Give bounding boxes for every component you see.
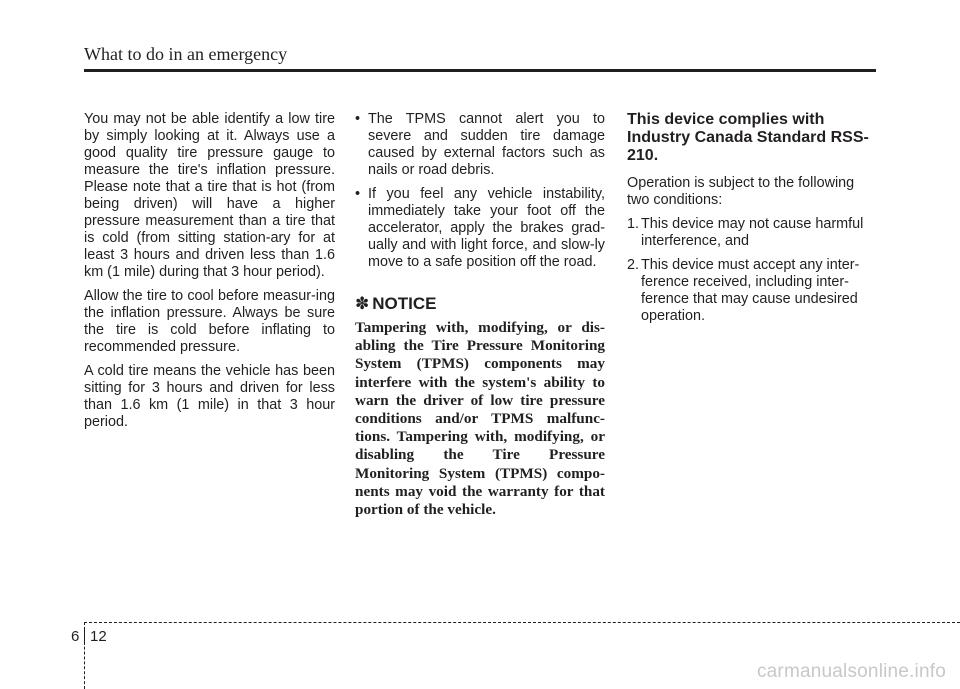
notice-star-icon: ✽ bbox=[355, 294, 370, 313]
paragraph: A cold tire means the vehicle has been sitting for 3 hours and driven for less than 1.6 km (1 mile) in that 3 hour period. bbox=[84, 363, 335, 430]
column-1 bbox=[84, 111, 335, 438]
bullet-icon: • bbox=[355, 111, 361, 127]
paragraph: Allow the tire to cool before measur-ing the inflation pressure. Always be sure the tire is cold before inflating to recommended pressure. bbox=[84, 288, 335, 355]
page-number: 12 bbox=[90, 628, 107, 645]
condition-number: 1. bbox=[627, 216, 640, 232]
condition-number: 2. bbox=[627, 257, 640, 273]
page-section-title: What to do in an emergency bbox=[84, 44, 288, 64]
list-item bbox=[355, 186, 605, 271]
footer-rule bbox=[84, 622, 960, 623]
list-item bbox=[627, 216, 879, 250]
compliance-heading: This device complies with Industry Canada Standard RSS-210. bbox=[627, 111, 869, 164]
watermark: carmanualsonline.info bbox=[756, 661, 946, 682]
bullet-icon: • bbox=[355, 186, 361, 202]
bullet-list bbox=[355, 111, 605, 271]
list-item bbox=[355, 111, 605, 179]
paragraph: You may not be able identify a low tire by simply looking at it. Always use a good quality tire pressure gauge to measure the tire's inflation pressure. Please note that a tire that is hot (from being driven) will have a higher pressure measurement than a tire that is cold (from sitting station-ary for at least 3 hours and driven less than 1.6 km (1 mile) during that 3 hour period). bbox=[84, 111, 335, 280]
footer-divider bbox=[84, 627, 85, 645]
bullet-text: The TPMS cannot alert you to severe and sudden tire damage caused by external factors such as nails or road debris. bbox=[368, 111, 605, 178]
list-item bbox=[627, 257, 879, 325]
column-3 bbox=[627, 111, 879, 332]
header-rule bbox=[84, 69, 876, 72]
notice-heading bbox=[355, 294, 605, 314]
bullet-text: If you feel any vehicle instability, immediately take your foot off the accelerator, apply the brakes grad-ually and with light force, and slow-ly move to a safe position off the road. bbox=[368, 186, 605, 270]
condition-text: This device must accept any inter-ference received, including inter-ference that may cause undesired operation. bbox=[641, 257, 860, 324]
chapter-number: 6 bbox=[71, 628, 80, 645]
conditions-list bbox=[627, 216, 879, 325]
condition-text: This device may not cause harmful interference, and bbox=[641, 216, 864, 249]
column-2 bbox=[355, 111, 605, 526]
notice-body: Tampering with, modifying, or dis-abling the Tire Pressure Monitoring System (TPMS) components may interfere with the system's ability to warn the driver of low tire pressure conditions and/or TPMS malfunc-tions. Tampering with, modifying, or disabling the Tire Pressure Monitoring System (TPMS) compo-nents may void the warranty for that portion of the vehicle. bbox=[355, 319, 605, 519]
notice-label: NOTICE bbox=[372, 294, 437, 313]
compliance-intro: Operation is subject to the following two conditions: bbox=[627, 175, 855, 208]
